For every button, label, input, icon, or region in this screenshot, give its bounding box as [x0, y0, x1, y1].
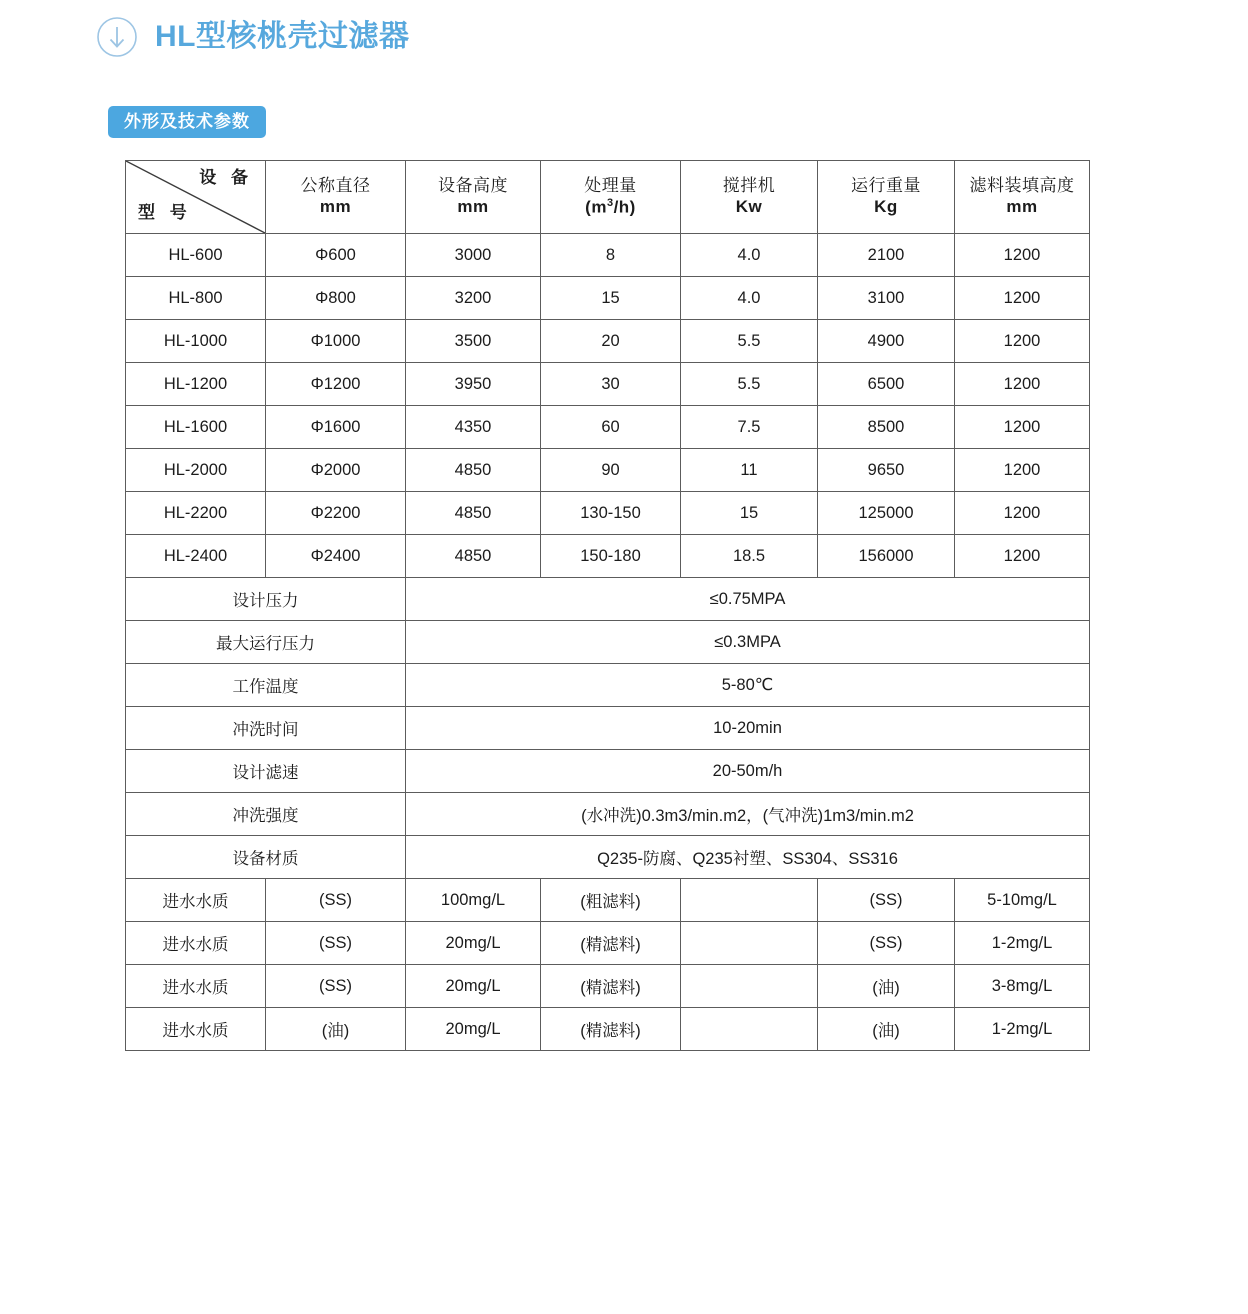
table-row: [126, 492, 1090, 535]
parameter-value: 5-80℃: [406, 664, 1090, 707]
cell-diameter: Φ800: [266, 277, 406, 320]
water-quality-blank: [681, 965, 818, 1008]
water-quality-outlet-value: 3-8mg/L: [955, 965, 1090, 1008]
cell-mixer: 7.5: [681, 406, 818, 449]
header-corner-cell: [126, 161, 266, 234]
parameter-value: 10-20min: [406, 707, 1090, 750]
water-quality-inlet-type: (SS): [266, 922, 406, 965]
table-row: [126, 406, 1090, 449]
cell-weight: 2100: [818, 234, 955, 277]
cell-weight: 4900: [818, 320, 955, 363]
cell-model: HL-1000: [126, 320, 266, 363]
cell-height: 4350: [406, 406, 541, 449]
cell-diameter: Φ600: [266, 234, 406, 277]
parameter-label: 工作温度: [126, 664, 406, 707]
cell-height: 3000: [406, 234, 541, 277]
table-row: [126, 363, 1090, 406]
water-quality-blank: [681, 922, 818, 965]
table-row-parameter: [126, 621, 1090, 664]
cell-media: 1200: [955, 535, 1090, 578]
table-row-parameter: [126, 578, 1090, 621]
page-title: HL型核桃壳过滤器: [155, 20, 410, 53]
water-quality-media-type: (精滤料): [541, 1008, 681, 1051]
cell-media: 1200: [955, 363, 1090, 406]
table-row: [126, 449, 1090, 492]
parameter-label: 设计压力: [126, 578, 406, 621]
cell-media: 1200: [955, 320, 1090, 363]
table-row: [126, 277, 1090, 320]
cell-capacity: 90: [541, 449, 681, 492]
water-quality-outlet-value: 1-2mg/L: [955, 1008, 1090, 1051]
cell-weight: 125000: [818, 492, 955, 535]
cell-mixer: 11: [681, 449, 818, 492]
table-row-parameter: [126, 836, 1090, 879]
table-row-water-quality: [126, 965, 1090, 1008]
down-arrow-circle-icon: [96, 16, 138, 58]
water-quality-label: 进水水质: [126, 922, 266, 965]
cell-weight: 156000: [818, 535, 955, 578]
column-header-media-height: [955, 161, 1090, 234]
parameter-value: Q235-防腐、Q235衬塑、SS304、SS316: [406, 836, 1090, 879]
cell-height: 4850: [406, 492, 541, 535]
column-header-diameter-title: 公称直径: [300, 176, 371, 196]
cell-capacity: 15: [541, 277, 681, 320]
cell-height: 3950: [406, 363, 541, 406]
cell-height: 3200: [406, 277, 541, 320]
column-header-weight-unit: Kg: [874, 197, 898, 216]
water-quality-inlet-value: 20mg/L: [406, 922, 541, 965]
cell-mixer: 18.5: [681, 535, 818, 578]
parameter-label: 冲洗强度: [126, 793, 406, 836]
column-header-capacity: [541, 161, 681, 234]
header-corner-bottom-label: 型 号: [138, 203, 192, 223]
cell-capacity: 130-150: [541, 492, 681, 535]
water-quality-outlet-type: (SS): [818, 879, 955, 922]
column-header-height: [406, 161, 541, 234]
parameter-value: ≤0.75MPA: [406, 578, 1090, 621]
spec-table-container: [125, 160, 1089, 1051]
table-row-parameter: [126, 707, 1090, 750]
cell-weight: 3100: [818, 277, 955, 320]
water-quality-inlet-type: (SS): [266, 879, 406, 922]
spec-table: [125, 160, 1090, 1051]
parameter-label: 设计滤速: [126, 750, 406, 793]
header-corner-top-label: 设 备: [199, 168, 253, 187]
cell-capacity: 150-180: [541, 535, 681, 578]
parameter-label: 最大运行压力: [126, 621, 406, 664]
parameter-label: 冲洗时间: [126, 707, 406, 750]
water-quality-media-type: (精滤料): [541, 922, 681, 965]
parameter-value: ≤0.3MPA: [406, 621, 1090, 664]
water-quality-blank: [681, 879, 818, 922]
cell-diameter: Φ2000: [266, 449, 406, 492]
water-quality-outlet-type: (SS): [818, 922, 955, 965]
cell-media: 1200: [955, 234, 1090, 277]
cell-mixer: 5.5: [681, 320, 818, 363]
table-row: [126, 320, 1090, 363]
parameter-label: 设备材质: [126, 836, 406, 879]
water-quality-inlet-value: 100mg/L: [406, 879, 541, 922]
water-quality-label: 进水水质: [126, 879, 266, 922]
table-header-row: [126, 161, 1090, 234]
cell-model: HL-2000: [126, 449, 266, 492]
cell-height: 4850: [406, 535, 541, 578]
table-row: [126, 234, 1090, 277]
table-row-water-quality: [126, 879, 1090, 922]
water-quality-blank: [681, 1008, 818, 1051]
column-header-media-height-unit: mm: [1006, 197, 1038, 216]
cell-capacity: 30: [541, 363, 681, 406]
column-header-weight-title: 运行重量: [851, 176, 921, 196]
water-quality-outlet-type: (油): [818, 965, 955, 1008]
cell-media: 1200: [955, 406, 1090, 449]
page-header: [96, 16, 410, 58]
table-row-parameter: [126, 664, 1090, 707]
cell-capacity: 60: [541, 406, 681, 449]
water-quality-media-type: (粗滤料): [541, 879, 681, 922]
cell-height: 3500: [406, 320, 541, 363]
table-row-water-quality: [126, 1008, 1090, 1051]
column-header-mixer-unit: Kw: [735, 197, 763, 216]
water-quality-inlet-value: 20mg/L: [406, 1008, 541, 1051]
column-header-height-unit: mm: [457, 197, 489, 216]
cell-media: 1200: [955, 449, 1090, 492]
water-quality-inlet-value: 20mg/L: [406, 965, 541, 1008]
column-header-diameter-unit: mm: [319, 197, 352, 216]
water-quality-outlet-type: (油): [818, 1008, 955, 1051]
cell-model: HL-2400: [126, 535, 266, 578]
cell-diameter: Φ1000: [266, 320, 406, 363]
column-header-mixer: [681, 161, 818, 234]
water-quality-inlet-type: (SS): [266, 965, 406, 1008]
cell-height: 4850: [406, 449, 541, 492]
cell-diameter: Φ1600: [266, 406, 406, 449]
water-quality-label: 进水水质: [126, 965, 266, 1008]
table-row-parameter: [126, 793, 1090, 836]
cell-media: 1200: [955, 277, 1090, 320]
cell-model: HL-800: [126, 277, 266, 320]
cell-mixer: 4.0: [681, 277, 818, 320]
column-header-diameter: [266, 161, 406, 234]
cell-diameter: Φ2200: [266, 492, 406, 535]
cell-weight: 6500: [818, 363, 955, 406]
cell-weight: 9650: [818, 449, 955, 492]
water-quality-inlet-type: (油): [266, 1008, 406, 1051]
water-quality-outlet-value: 5-10mg/L: [955, 879, 1090, 922]
column-header-weight: [818, 161, 955, 234]
water-quality-outlet-value: 1-2mg/L: [955, 922, 1090, 965]
table-row-parameter: [126, 750, 1090, 793]
water-quality-label: 进水水质: [126, 1008, 266, 1051]
column-header-capacity-unit: $(m^3/h)$: [585, 196, 636, 217]
column-header-capacity-title: 处理量: [584, 175, 637, 195]
water-quality-media-type: (精滤料): [541, 965, 681, 1008]
parameter-value: 20-50m/h: [406, 750, 1090, 793]
cell-model: HL-1200: [126, 363, 266, 406]
cell-mixer: 15: [681, 492, 818, 535]
table-row: [126, 535, 1090, 578]
column-header-mixer-title: 搅拌机: [722, 176, 776, 196]
cell-capacity: 8: [541, 234, 681, 277]
section-badge: 外形及技术参数: [108, 106, 266, 138]
cell-mixer: 5.5: [681, 363, 818, 406]
cell-model: HL-600: [126, 234, 266, 277]
cell-diameter: Φ1200: [266, 363, 406, 406]
cell-media: 1200: [955, 492, 1090, 535]
spec-table-body: [126, 234, 1090, 1051]
parameter-value: (水冲洗)0.3m3/min.m2，(气冲洗)1m3/min.m2: [406, 793, 1090, 836]
table-row-water-quality: [126, 922, 1090, 965]
cell-mixer: 4.0: [681, 234, 818, 277]
cell-model: HL-1600: [126, 406, 266, 449]
column-header-height-title: 设备高度: [438, 176, 508, 196]
column-header-media-height-title: 滤料装填高度: [969, 176, 1075, 196]
cell-model: HL-2200: [126, 492, 266, 535]
cell-capacity: 20: [541, 320, 681, 363]
cell-diameter: Φ2400: [266, 535, 406, 578]
cell-weight: 8500: [818, 406, 955, 449]
